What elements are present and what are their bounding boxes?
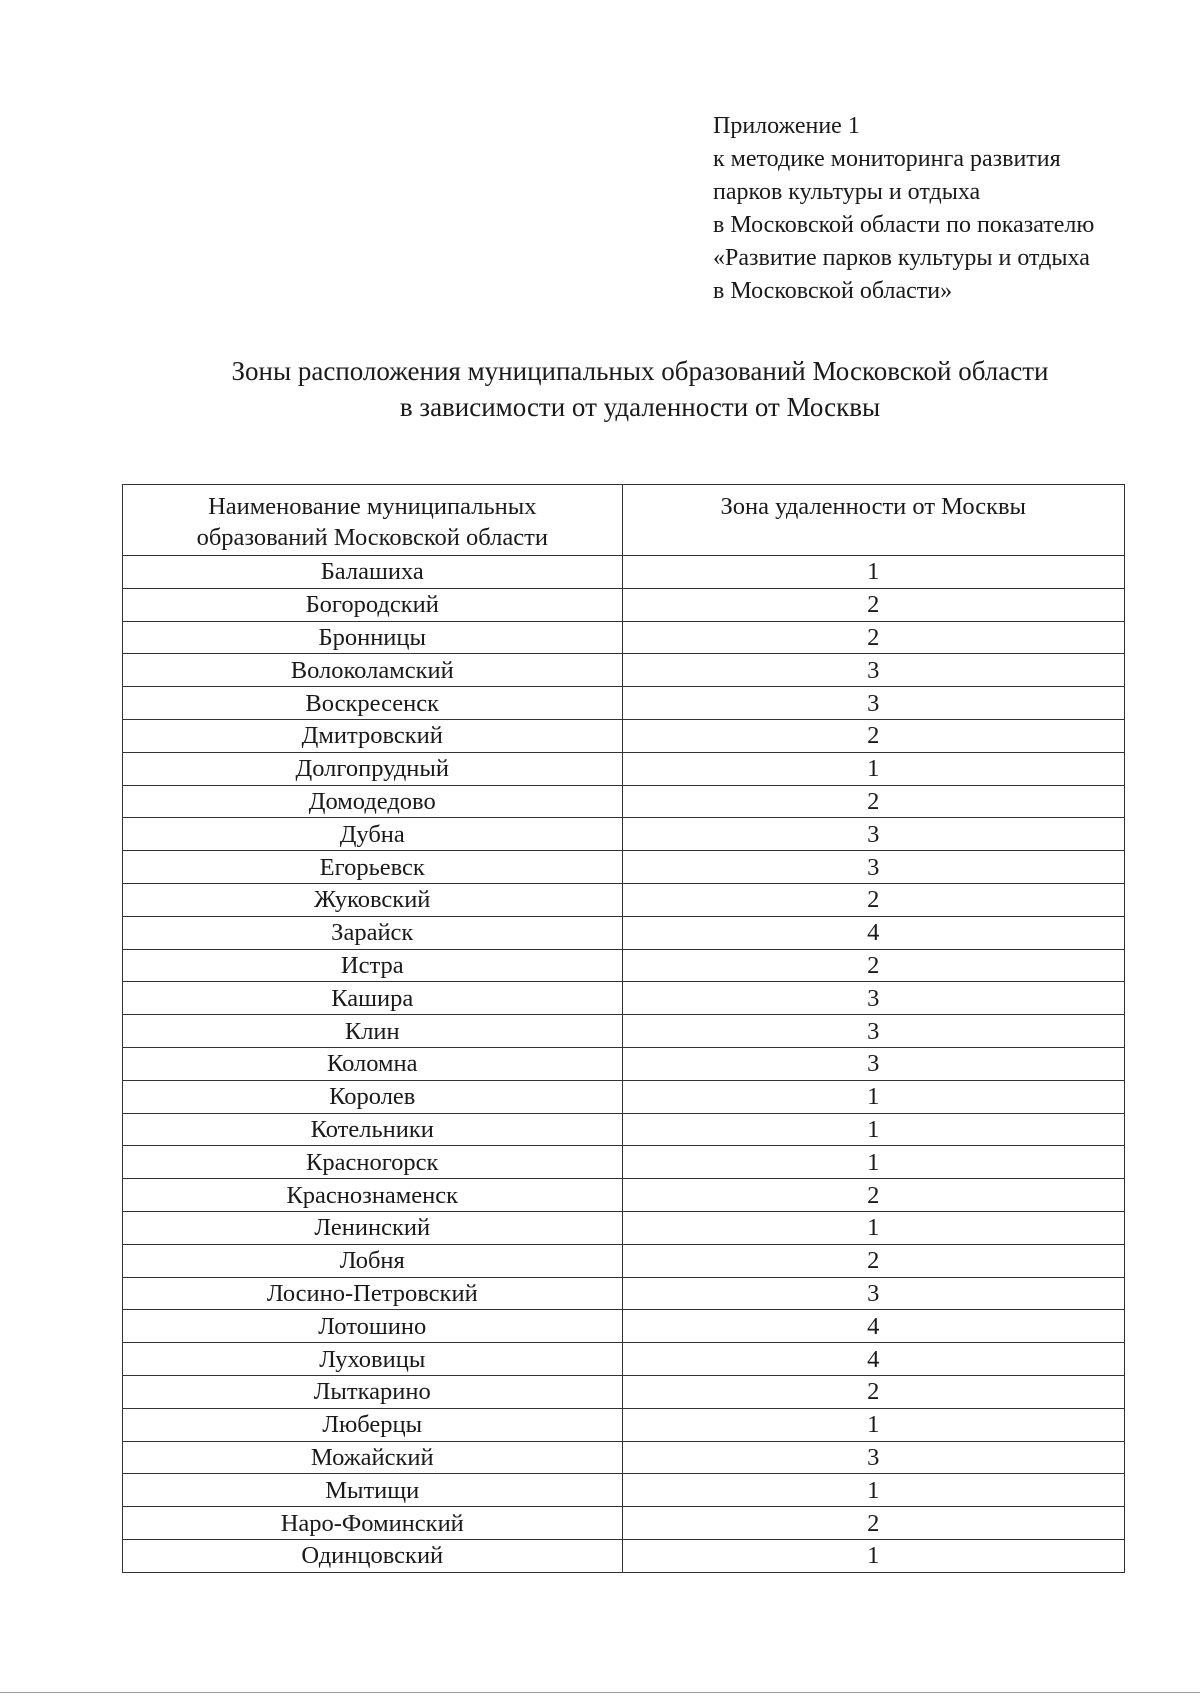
appendix-line: «Развитие парков культуры и отдыха bbox=[713, 245, 1090, 271]
municipality-name: Мытищи bbox=[123, 1474, 623, 1507]
municipality-name: Клин bbox=[123, 1015, 623, 1048]
title-line-1: Зоны расположения муниципальных образований Московской области bbox=[231, 356, 1049, 386]
municipality-name: Волоколамский bbox=[123, 654, 623, 687]
zone-value: 3 bbox=[622, 687, 1124, 720]
zone-value: 1 bbox=[622, 1539, 1124, 1572]
municipality-name: Жуковский bbox=[123, 883, 623, 916]
zone-value: 4 bbox=[622, 916, 1124, 949]
municipality-name: Лотошино bbox=[123, 1310, 623, 1343]
table-row bbox=[123, 785, 1125, 818]
table-row bbox=[123, 1507, 1125, 1540]
table-header-row bbox=[123, 485, 1125, 556]
municipality-name: Лосино-Петровский bbox=[123, 1277, 623, 1310]
document-title bbox=[0, 353, 1200, 425]
table-row bbox=[123, 1310, 1125, 1343]
zone-value: 4 bbox=[622, 1310, 1124, 1343]
table-row bbox=[123, 1441, 1125, 1474]
zone-value: 2 bbox=[622, 1375, 1124, 1408]
header-municipality-line-1: Наименование муниципальных bbox=[208, 493, 537, 520]
municipality-name: Лыткарино bbox=[123, 1375, 623, 1408]
table-row bbox=[123, 1146, 1125, 1179]
municipality-name: Бронницы bbox=[123, 621, 623, 654]
municipality-name: Зарайск bbox=[123, 916, 623, 949]
municipality-name: Луховицы bbox=[123, 1343, 623, 1376]
table-row bbox=[123, 851, 1125, 884]
table-row bbox=[123, 1080, 1125, 1113]
zone-value: 1 bbox=[622, 1211, 1124, 1244]
table-row bbox=[123, 949, 1125, 982]
page-bottom-divider bbox=[0, 1692, 1200, 1693]
zone-value: 2 bbox=[622, 1179, 1124, 1212]
municipality-name: Долгопрудный bbox=[123, 752, 623, 785]
zone-value: 3 bbox=[622, 1441, 1124, 1474]
zone-value: 2 bbox=[622, 883, 1124, 916]
zone-value: 1 bbox=[622, 1113, 1124, 1146]
municipality-name: Воскресенск bbox=[123, 687, 623, 720]
table-row bbox=[123, 916, 1125, 949]
table-row bbox=[123, 588, 1125, 621]
table-row bbox=[123, 883, 1125, 916]
zone-value: 3 bbox=[622, 818, 1124, 851]
zone-value: 2 bbox=[622, 719, 1124, 752]
municipality-name: Домодедово bbox=[123, 785, 623, 818]
zone-value: 1 bbox=[622, 752, 1124, 785]
municipality-name: Одинцовский bbox=[123, 1539, 623, 1572]
zone-value: 3 bbox=[622, 1047, 1124, 1080]
table-row bbox=[123, 1047, 1125, 1080]
zone-value: 3 bbox=[622, 982, 1124, 1015]
zone-value: 4 bbox=[622, 1343, 1124, 1376]
table-row bbox=[123, 1244, 1125, 1277]
zone-value: 2 bbox=[622, 1507, 1124, 1540]
zone-value: 2 bbox=[622, 588, 1124, 621]
zone-value: 2 bbox=[622, 621, 1124, 654]
table-row bbox=[123, 1474, 1125, 1507]
zone-value: 1 bbox=[622, 556, 1124, 589]
appendix-line: в Московской области» bbox=[713, 278, 953, 304]
table-row bbox=[123, 621, 1125, 654]
zone-value: 2 bbox=[622, 949, 1124, 982]
municipality-name: Дубна bbox=[123, 818, 623, 851]
appendix-block bbox=[713, 110, 1094, 308]
header-municipality-line-2: образований Московской области bbox=[196, 524, 548, 551]
table-row bbox=[123, 1015, 1125, 1048]
municipality-name: Люберцы bbox=[123, 1408, 623, 1441]
header-zone: Зона удаленности от Москвы bbox=[622, 485, 1124, 556]
table-row bbox=[123, 1179, 1125, 1212]
zone-value: 3 bbox=[622, 1277, 1124, 1310]
appendix-line: парков культуры и отдыха bbox=[713, 179, 981, 205]
municipality-name: Котельники bbox=[123, 1113, 623, 1146]
municipality-name: Можайский bbox=[123, 1441, 623, 1474]
municipality-name: Кашира bbox=[123, 982, 623, 1015]
appendix-line: к методике мониторинга развития bbox=[713, 146, 1061, 172]
municipality-name: Истра bbox=[123, 949, 623, 982]
zone-value: 2 bbox=[622, 785, 1124, 818]
table-row bbox=[123, 1211, 1125, 1244]
municipality-name: Королев bbox=[123, 1080, 623, 1113]
zone-value: 1 bbox=[622, 1408, 1124, 1441]
table-row bbox=[123, 1113, 1125, 1146]
zone-value: 3 bbox=[622, 654, 1124, 687]
table-row bbox=[123, 982, 1125, 1015]
municipality-name: Лобня bbox=[123, 1244, 623, 1277]
appendix-line: в Московской области по показателю bbox=[713, 212, 1095, 238]
table-row bbox=[123, 654, 1125, 687]
municipality-name: Краснознаменск bbox=[123, 1179, 623, 1212]
title-line-2: в зависимости от удаленности от Москвы bbox=[399, 392, 881, 422]
table-row bbox=[123, 818, 1125, 851]
municipality-name: Ленинский bbox=[123, 1211, 623, 1244]
zone-value: 1 bbox=[622, 1474, 1124, 1507]
municipality-name: Богородский bbox=[123, 588, 623, 621]
zones-table bbox=[122, 484, 1125, 1573]
zone-value: 3 bbox=[622, 851, 1124, 884]
municipality-name: Балашиха bbox=[123, 556, 623, 589]
table-row bbox=[123, 1375, 1125, 1408]
table-row bbox=[123, 687, 1125, 720]
appendix-line: Приложение 1 bbox=[713, 113, 860, 139]
table-row bbox=[123, 556, 1125, 589]
municipality-name: Егорьевск bbox=[123, 851, 623, 884]
zone-value: 2 bbox=[622, 1244, 1124, 1277]
table-row bbox=[123, 1277, 1125, 1310]
table-row bbox=[123, 752, 1125, 785]
municipality-name: Красногорск bbox=[123, 1146, 623, 1179]
table-row bbox=[123, 1343, 1125, 1376]
table-row bbox=[123, 719, 1125, 752]
table-row bbox=[123, 1539, 1125, 1572]
header-municipality bbox=[123, 485, 623, 556]
zone-value: 3 bbox=[622, 1015, 1124, 1048]
zone-value: 1 bbox=[622, 1146, 1124, 1179]
municipality-name: Дмитровский bbox=[123, 719, 623, 752]
table-row bbox=[123, 1408, 1125, 1441]
municipality-name: Коломна bbox=[123, 1047, 623, 1080]
zone-value: 1 bbox=[622, 1080, 1124, 1113]
municipality-name: Наро-Фоминский bbox=[123, 1507, 623, 1540]
